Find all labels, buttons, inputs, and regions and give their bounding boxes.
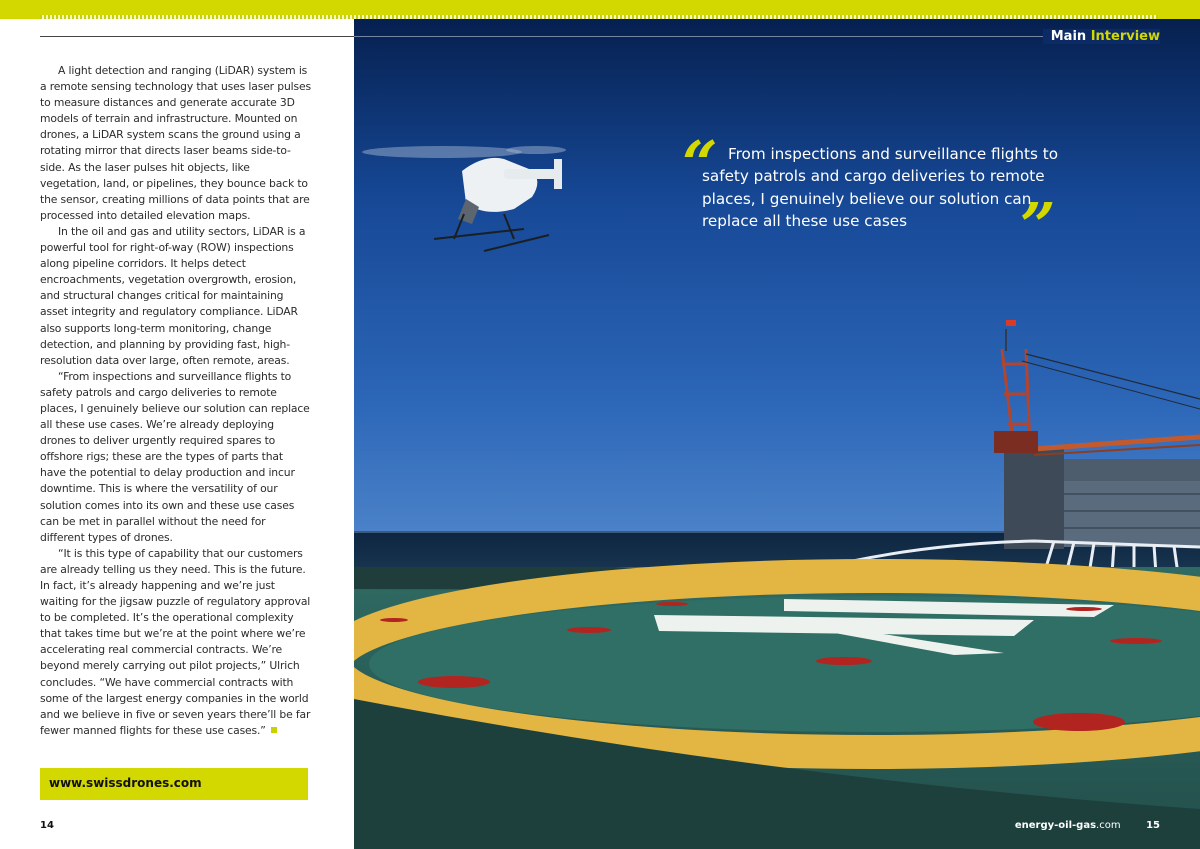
website-url-box[interactable]	[40, 768, 308, 800]
open-quote-icon: “	[682, 127, 718, 200]
close-quote-icon: ”	[1020, 189, 1056, 262]
pull-quote-text: From inspections and surveillance flights to safety patrols and cargo deliveries to remote places, I genuinely believe our solution can replace all these use cases	[702, 145, 1059, 230]
page-number-right: 15	[1146, 820, 1160, 831]
article-paragraph: A light detection and ranging (LiDAR) system is a remote sensing technology that uses laser pulses to measure distances and generate accurate 3D models of terrain and infrastructure. Mounted on drones, a LiDAR system scans the ground using a rotating mirror that directs laser beams side-to-side. As the laser pulses hit objects, like vegetation, land, or pipelines, they bounce back to the sensor, creating millions of data points that are processed into detailed elevation maps.	[40, 64, 311, 222]
website-url[interactable]: www.swissdrones.com	[49, 776, 202, 790]
article-body	[40, 63, 312, 739]
footer-site-name[interactable]: energy-oil-gas	[1014, 820, 1097, 831]
section-label-main: Main	[1050, 29, 1087, 44]
header-rule-right	[354, 36, 1048, 37]
article-paragraph-text: “It is this type of capability that our customers are already telling us they need. This is the future. In fact, it’s already happening and we’re just waiting for the jigsaw puzzle of regulatory approval to be completed. It’s the operational complexity that takes time but we’re at the point where we’re accelerating real commercial contracts. We’re beyond merely carrying out pilot projects,” Ulrich concludes. “We have commercial contracts with some of the largest energy companies in the world and we believe in five or seven years there’ll be far fewer manned flights for these use cases.”	[40, 546, 311, 737]
header-rule-left	[40, 36, 354, 37]
footer-site[interactable]	[1015, 820, 1121, 831]
footer-right	[1015, 820, 1160, 831]
page-number-left: 14	[40, 820, 54, 831]
end-mark-icon	[271, 727, 277, 733]
article-paragraph: “From inspections and surveillance flights to safety patrols and cargo deliveries to remote places, I genuinely believe our solution can replace all these use cases. We’re already deploying drones to deliver urgently required spares to offshore rigs; these are the types of parts that have the potential to delay production and incur downtime. This is where the versatility of our solution comes into its own and these use cases can be met in parallel without the need for different types of drones.	[40, 369, 310, 544]
section-label-accent: Interview	[1090, 29, 1160, 44]
footer-site-tld[interactable]: .com	[1096, 820, 1121, 831]
article-paragraph-last	[40, 546, 312, 739]
pull-quote	[682, 127, 1072, 262]
sky	[354, 19, 1200, 534]
article-paragraph: In the oil and gas and utility sectors, LiDAR is a powerful tool for right-of-way (ROW) inspections along pipeline corridors. It helps detect encroachments, vegetation overgrowth, erosion, and structural changes critical for maintaining asset integrity and regulatory compliance. LiDAR also supports long-term monitoring, change detection, and planning by providing fast, high-resolution data over large, often remote, areas.	[40, 224, 306, 367]
section-label	[1043, 29, 1160, 44]
